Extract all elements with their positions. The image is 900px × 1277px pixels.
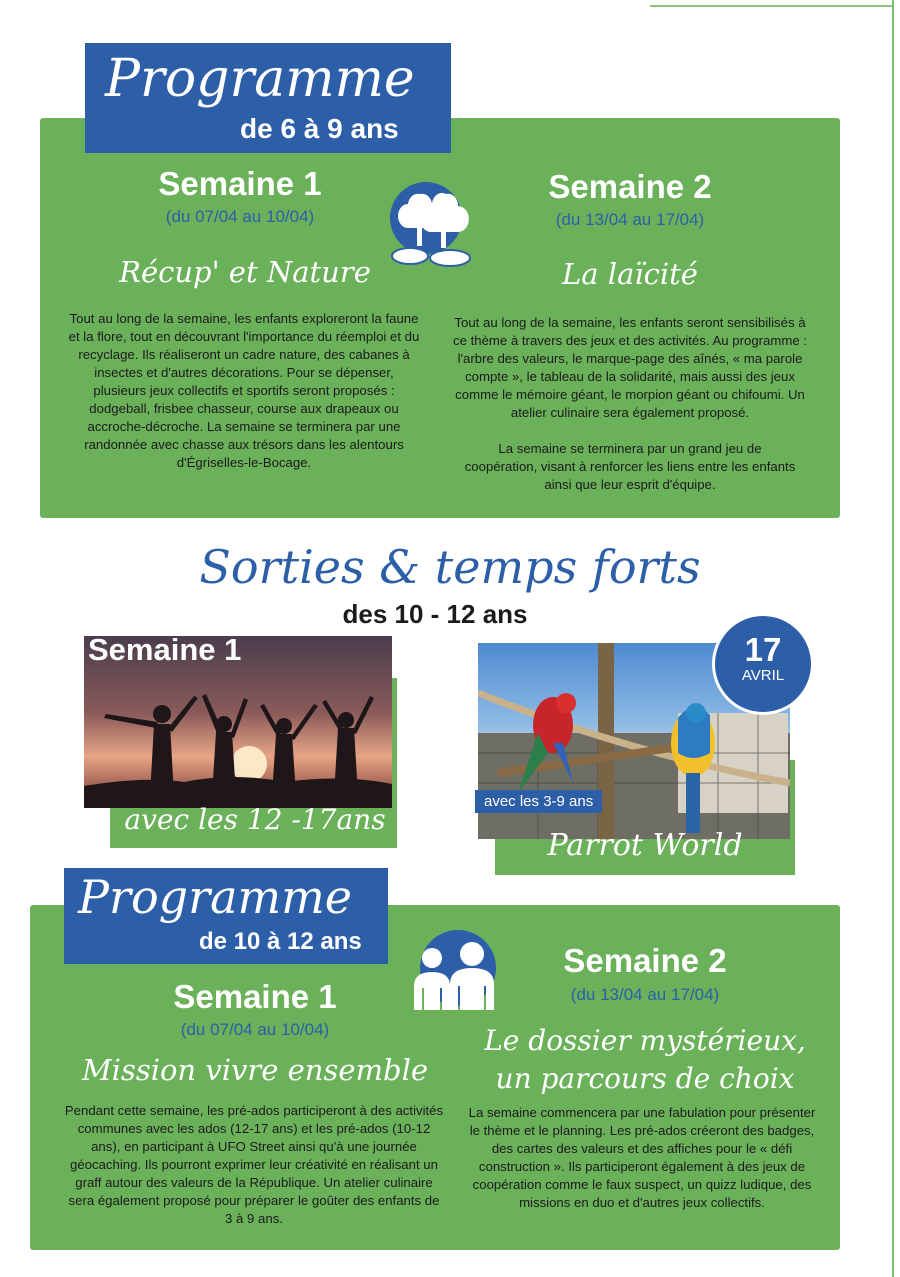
photo2-caption: Parrot World xyxy=(547,828,743,863)
s2-week1-theme: Mission vivre ensemble xyxy=(81,1053,429,1087)
s1-week1-title: Semaine 1 xyxy=(158,165,322,202)
section1-banner-sub: de 6 à 9 ans xyxy=(240,113,399,144)
s1-week1-theme: Récup' et Nature xyxy=(119,255,371,289)
section2-banner-sub: de 10 à 12 ans xyxy=(199,928,362,955)
date-badge xyxy=(712,613,814,715)
trees-icon xyxy=(388,180,478,270)
s1-week2-theme: La laïcité xyxy=(562,257,698,291)
section2-banner-script: Programme xyxy=(78,870,352,924)
s2-week1-text: Pendant cette semaine, les pré-ados participeront à des activités communes avec les ados (12-17 ans) et les pré-ados (10-12 ans), en participant à UFO Street ainsi qu'à une journée géocaching. Ils pourront exprimer leur créativité en réalisant un graff autour des valeurs de la République. Un atelier culinaire sera également proposé pour préparer le goûter des enfants de 3 à 9 ans. xyxy=(64,1103,444,1226)
people-icon xyxy=(404,928,500,1014)
date-badge-month: AVRIL xyxy=(741,667,785,684)
section2-banner xyxy=(64,868,388,964)
section1-banner-script: Programme xyxy=(105,49,415,109)
s2-week1-title: Semaine 1 xyxy=(173,978,337,1015)
edge-divider xyxy=(892,0,894,1277)
date-badge-day: 17 xyxy=(744,631,782,668)
outings-subtitle: des 10 - 12 ans xyxy=(342,599,528,629)
section1-banner xyxy=(85,43,451,153)
s2-week2-title: Semaine 2 xyxy=(563,942,727,979)
outings-title: Sorties & temps forts xyxy=(199,540,701,594)
s1-week1-text: Tout au long de la semaine, les enfants exploreront la faune et la flore, tout en découvrant l'importance du réemploi et du recyclage. Ils réaliseront un cadre nature, des cabanes à insectes et d'autres décorations. Pour se dépenser, plusieurs jeux collectifs et sportifs seront proposés : dodgeball, frisbee chasseur, course aux drapeaux ou accroche-décroche. La semaine se terminera par une randonnée avec chasse aux trésors dans les alentours d'Égriselles-le-Bocage. xyxy=(68,311,420,470)
s1-week2-text2: La semaine se terminera par un grand jeu de coopération, visant à renforcer les liens entre les enfants ainsi que leur esprit d'équipe. xyxy=(464,441,796,492)
s1-week2-title: Semaine 2 xyxy=(548,168,712,205)
s2-week1-dates: (du 07/04 au 10/04) xyxy=(180,1020,330,1039)
photo2-tag: avec les 3-9 ans xyxy=(475,790,602,813)
s2-week2-dates: (du 13/04 au 17/04) xyxy=(570,985,720,1004)
photo1-caption: avec les 12 -17ans xyxy=(124,803,386,836)
s2-week2-theme-line1: Le dossier mystérieux, xyxy=(484,1024,806,1057)
s1-week2-text: Tout au long de la semaine, les enfants seront sensibilisés à ce thème à travers des jeux et des activités. Au programme : l'arbre des valeurs, le marque-page des aînés, « ma parole compte », le tableau de la solidarité, mais aussi des jeux comme le mémoire géant, le morpion géant ou chifoumi. Un atelier culinaire sera également proposé. xyxy=(452,315,808,420)
s1-week2-dates: (du 13/04 au 17/04) xyxy=(555,210,705,229)
s1-week1-dates: (du 07/04 au 10/04) xyxy=(165,207,315,226)
top-divider xyxy=(650,5,892,7)
photo1-label: Semaine 1 xyxy=(88,632,242,667)
s2-week2-theme-line2: un parcours de choix xyxy=(495,1062,795,1095)
s2-week2-text: La semaine commencera par une fabulation pour présenter le thème et le planning. Les pré-ados créeront des badges, des cartes des valeurs et des affiches pour le « défi construction ». Ils participeront également à des jeux de coopération comme le faux suspect, un quizz ludique, des missions en duo et d'autres jeux collectifs. xyxy=(468,1105,816,1210)
